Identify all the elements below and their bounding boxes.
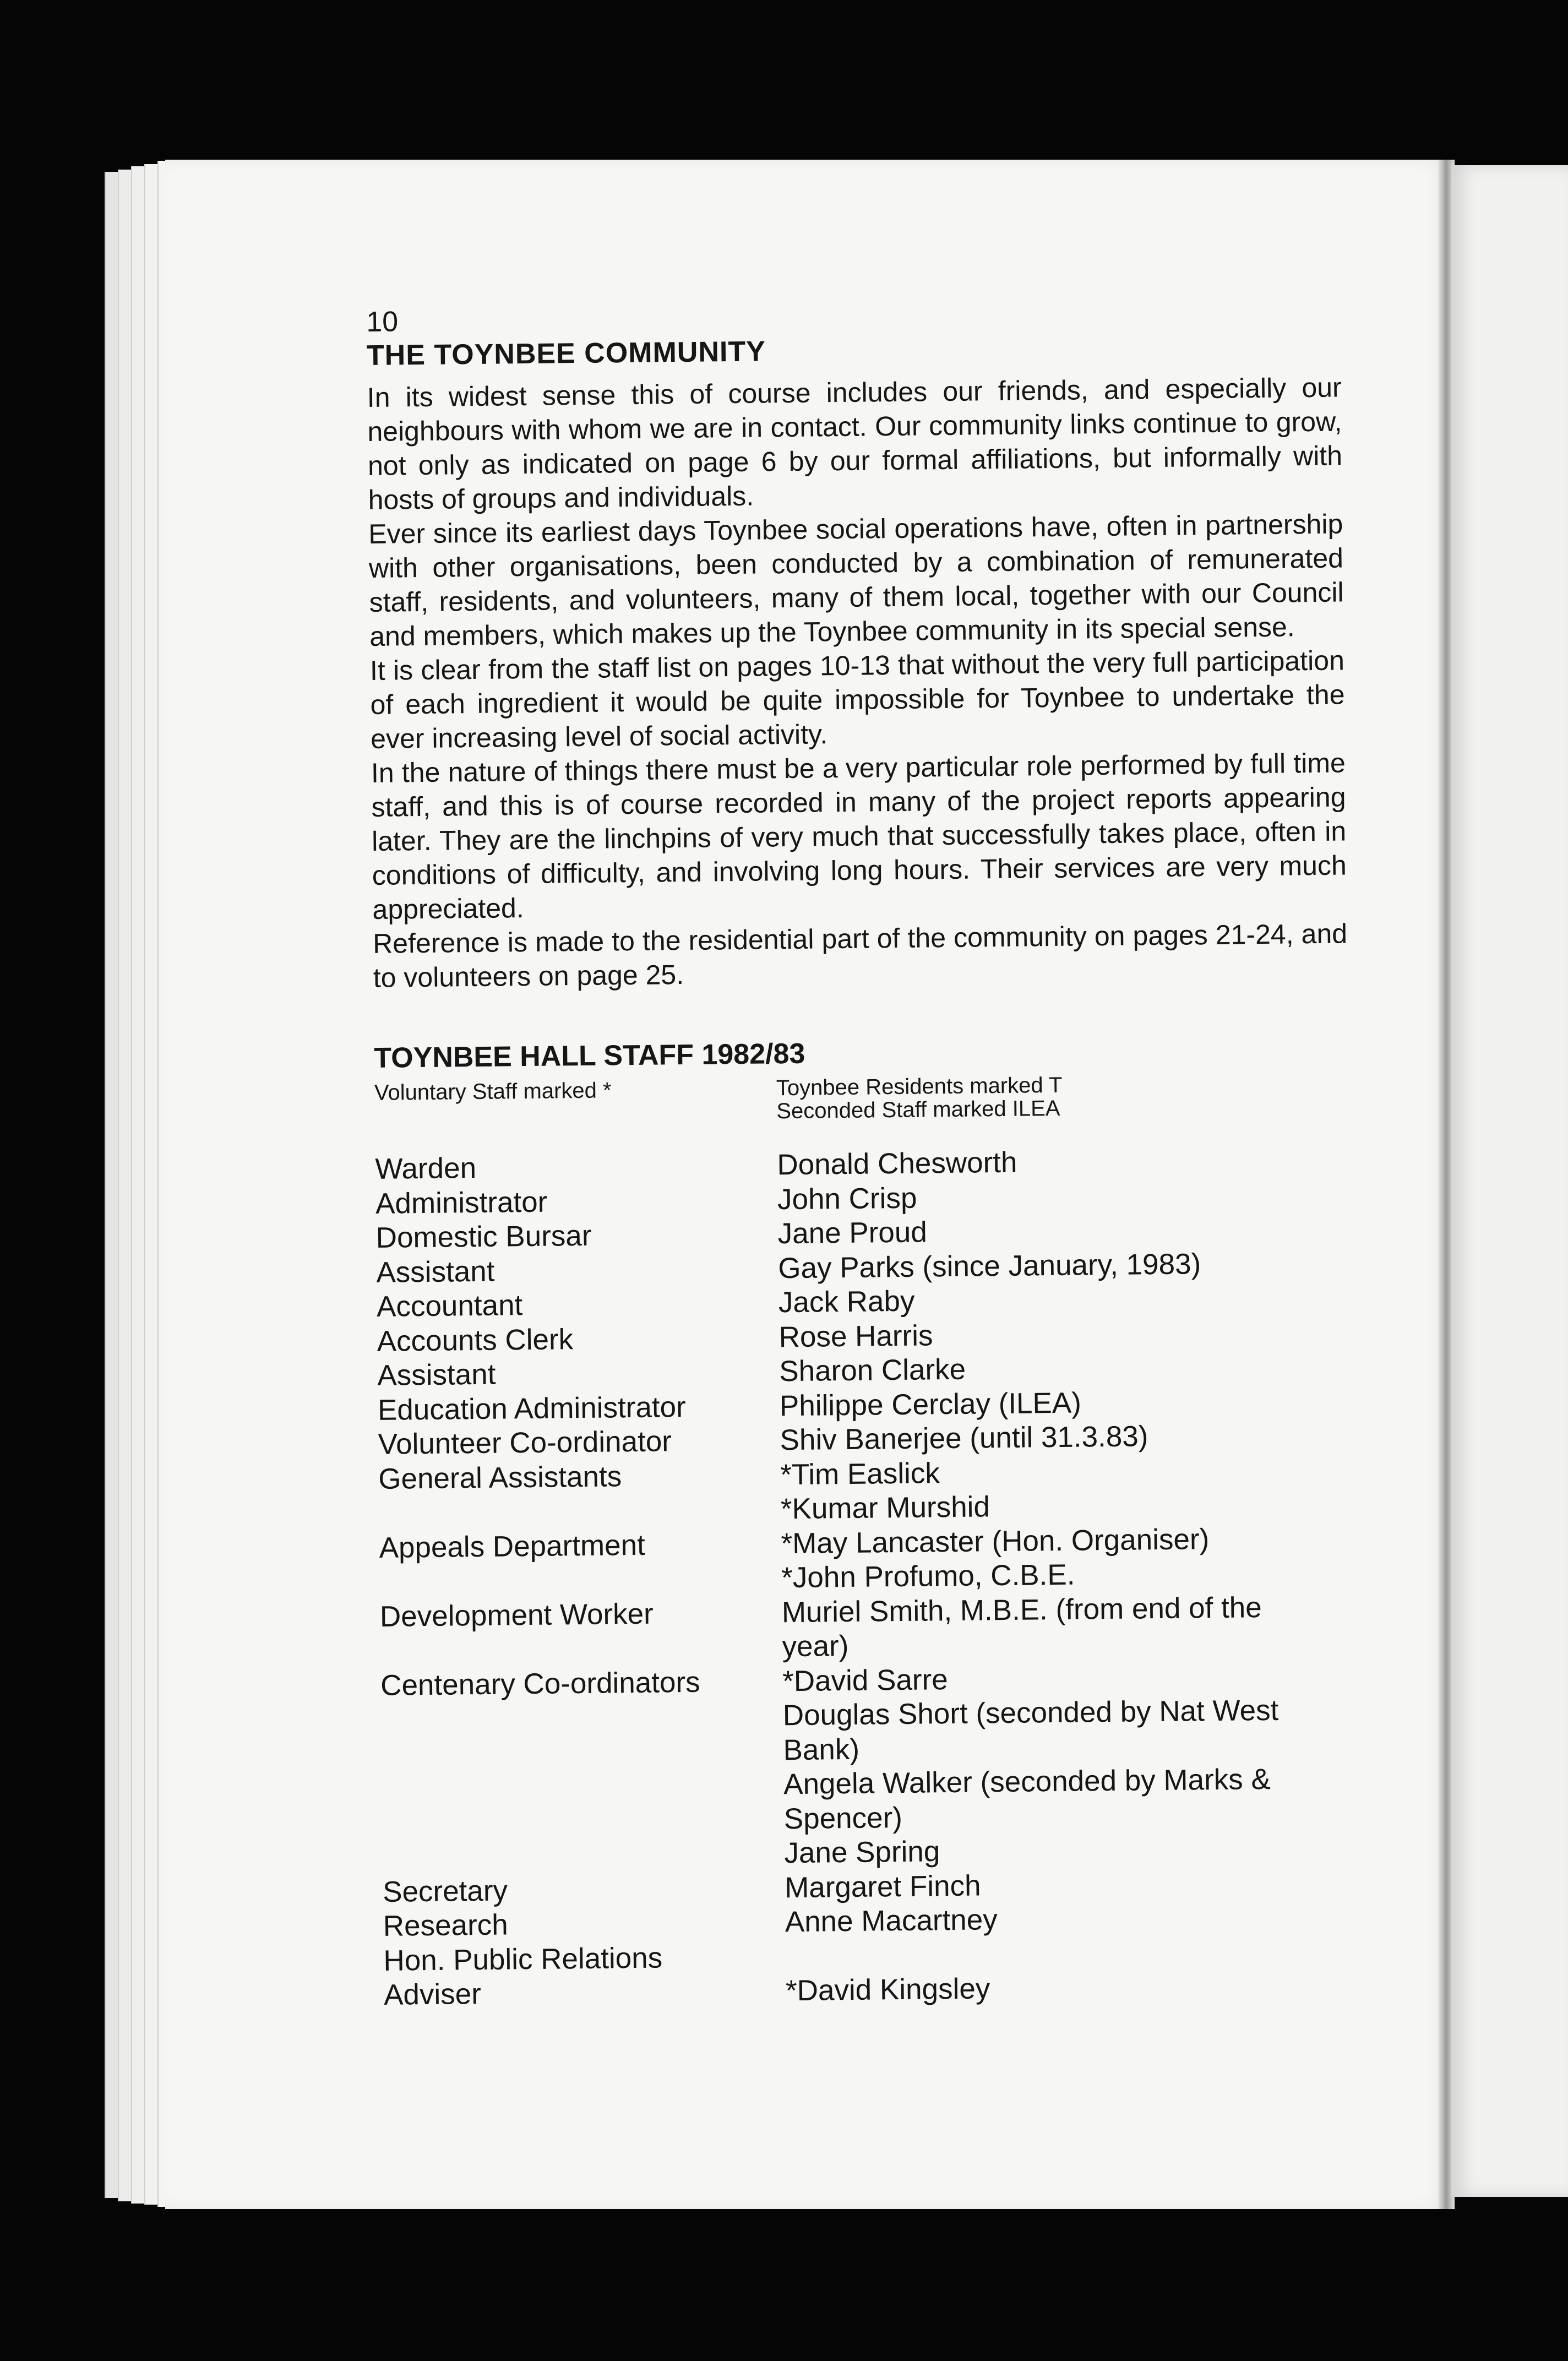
staff-name: Anne Macartney bbox=[785, 1903, 998, 1939]
paragraph: Ever since its earliest days Toynbee social operations have, often in partnership with other organisations, been conducted by a combination of remunerated staff, residents, and volunteers, many of them local, together with our Council and members, which makes up the Toynbee community in its special sense. bbox=[368, 508, 1344, 652]
staff-role: Adviser bbox=[383, 1977, 482, 2011]
staff-name: *Kumar Murshid bbox=[780, 1490, 990, 1526]
staff-person bbox=[777, 1211, 1351, 1251]
staff-name: *May Lancaster (Hon. Organiser) bbox=[781, 1522, 1210, 1560]
legend-right bbox=[776, 1070, 1349, 1123]
staff-person bbox=[779, 1348, 1352, 1389]
staff-name: Shiv Banerjee (until 31.3.83) bbox=[780, 1420, 1148, 1457]
staff-name: Jane Proud bbox=[777, 1216, 928, 1250]
staff-name: Donald Chesworth bbox=[777, 1146, 1017, 1182]
staff-role: Secretary bbox=[382, 1874, 508, 1908]
staff-name: Spencer) bbox=[783, 1801, 903, 1835]
staff-person bbox=[781, 1521, 1354, 1596]
paragraph: In the nature of things there must be a very particular role performed by full time staff, and this is of course recorded in many of the project reports appearing later. They are the linchpins of very much that successfully takes place, often in conditions of difficulty, and involving long hours. Their services are very much appreciated. bbox=[371, 747, 1347, 925]
staff-role: Accountant bbox=[376, 1289, 523, 1323]
staff-role: Domestic Bursar bbox=[375, 1219, 592, 1254]
staff-role: Administrator bbox=[375, 1185, 548, 1220]
staff-list-title: TOYNBEE HALL STAFF 1982/83 bbox=[374, 1037, 805, 1074]
staff-role: Appeals Department bbox=[379, 1528, 646, 1564]
paragraph: In its widest sense this of course includes our friends, and especially our neighbours with whom we are in contact. Our community links continue to grow, not only as indicated on page 6 by our formal affiliations, but informally with hosts of groups and individuals. bbox=[367, 372, 1343, 515]
staff-legend bbox=[374, 1070, 1349, 1127]
staff-row bbox=[380, 1590, 1355, 1669]
staff-name: Jack Raby bbox=[778, 1285, 915, 1319]
staff-name: Rose Harris bbox=[778, 1319, 933, 1353]
staff-name: Sharon Clarke bbox=[779, 1353, 966, 1388]
page-content bbox=[366, 295, 1358, 2012]
staff-person bbox=[778, 1280, 1352, 1320]
staff-person bbox=[778, 1245, 1351, 1286]
staff-person bbox=[777, 1177, 1351, 1217]
staff-role: Education Administrator bbox=[377, 1390, 687, 1427]
staff-name: Margaret Finch bbox=[784, 1869, 981, 1904]
staff-person bbox=[780, 1452, 1353, 1527]
staff-role: Hon. Public Relations bbox=[383, 1941, 663, 1977]
staff-list bbox=[375, 1142, 1358, 2012]
staff-name: Angela Walker (seconded by Marks & bbox=[783, 1762, 1271, 1801]
paragraph: It is clear from the staff list on pages 10-13 that without the very full participation of each ingredient it would be quite impossible for Toynbee to undertake the ever increasing level of social activity. bbox=[369, 645, 1345, 754]
staff-role: General Assistants bbox=[378, 1460, 622, 1495]
staff-role: Warden bbox=[375, 1151, 477, 1185]
staff-name: Douglas Short (seconded by Nat West bbox=[782, 1694, 1279, 1732]
staff-row bbox=[380, 1658, 1357, 1875]
staff-name: Jane Spring bbox=[784, 1835, 940, 1870]
staff-person bbox=[780, 1417, 1353, 1457]
staff-role: Accounts Clerk bbox=[377, 1323, 574, 1358]
paragraph: Reference is made to the residential part of the community on pages 21-24, and to volunteers on page 25. bbox=[372, 918, 1348, 993]
staff-name: Gay Parks (since January, 1983) bbox=[778, 1247, 1201, 1285]
staff-person bbox=[785, 1899, 1358, 1939]
legend-voluntary: Voluntary Staff marked * bbox=[374, 1078, 612, 1105]
staff-role: Development Worker bbox=[379, 1597, 654, 1633]
staff-name: Philippe Cerclay (ILEA) bbox=[779, 1386, 1082, 1422]
staff-person bbox=[780, 1383, 1353, 1423]
staff-name: Bank) bbox=[783, 1733, 860, 1766]
staff-name: year) bbox=[782, 1629, 849, 1663]
staff-person bbox=[778, 1314, 1352, 1354]
staff-person bbox=[786, 1968, 1359, 2008]
staff-name: *John Profumo, C.B.E. bbox=[781, 1558, 1075, 1595]
staff-person bbox=[785, 1934, 1358, 1974]
staff-person bbox=[785, 1865, 1358, 1905]
staff-name: *David Kingsley bbox=[785, 1972, 990, 2008]
staff-person bbox=[782, 1590, 1355, 1664]
staff-name: *David Sarre bbox=[782, 1663, 948, 1698]
staff-name: John Crisp bbox=[777, 1182, 917, 1216]
staff-row bbox=[379, 1521, 1354, 1600]
legend-seconded: Seconded Staff marked ILEA bbox=[776, 1096, 1060, 1124]
legend-residents: Toynbee Residents marked T bbox=[776, 1073, 1063, 1101]
staff-person bbox=[782, 1658, 1357, 1871]
page-number: 10 bbox=[366, 306, 399, 338]
staff-role: Centenary Co-ordinators bbox=[380, 1666, 700, 1702]
staff-role: Volunteer Co-ordinator bbox=[378, 1425, 672, 1461]
staff-role: Research bbox=[383, 1908, 508, 1943]
staff-role: Assistant bbox=[376, 1255, 495, 1289]
staff-person bbox=[777, 1142, 1350, 1182]
staff-role: Assistant bbox=[377, 1358, 496, 1392]
staff-name: Muriel Smith, M.B.E. (from end of the bbox=[781, 1591, 1262, 1629]
staff-name bbox=[785, 1934, 1358, 1974]
section-title: THE TOYNBEE COMMUNITY bbox=[366, 335, 766, 372]
staff-row bbox=[378, 1452, 1353, 1531]
facing-page bbox=[1451, 165, 1568, 2197]
staff-name: *Tim Easlick bbox=[780, 1456, 940, 1491]
